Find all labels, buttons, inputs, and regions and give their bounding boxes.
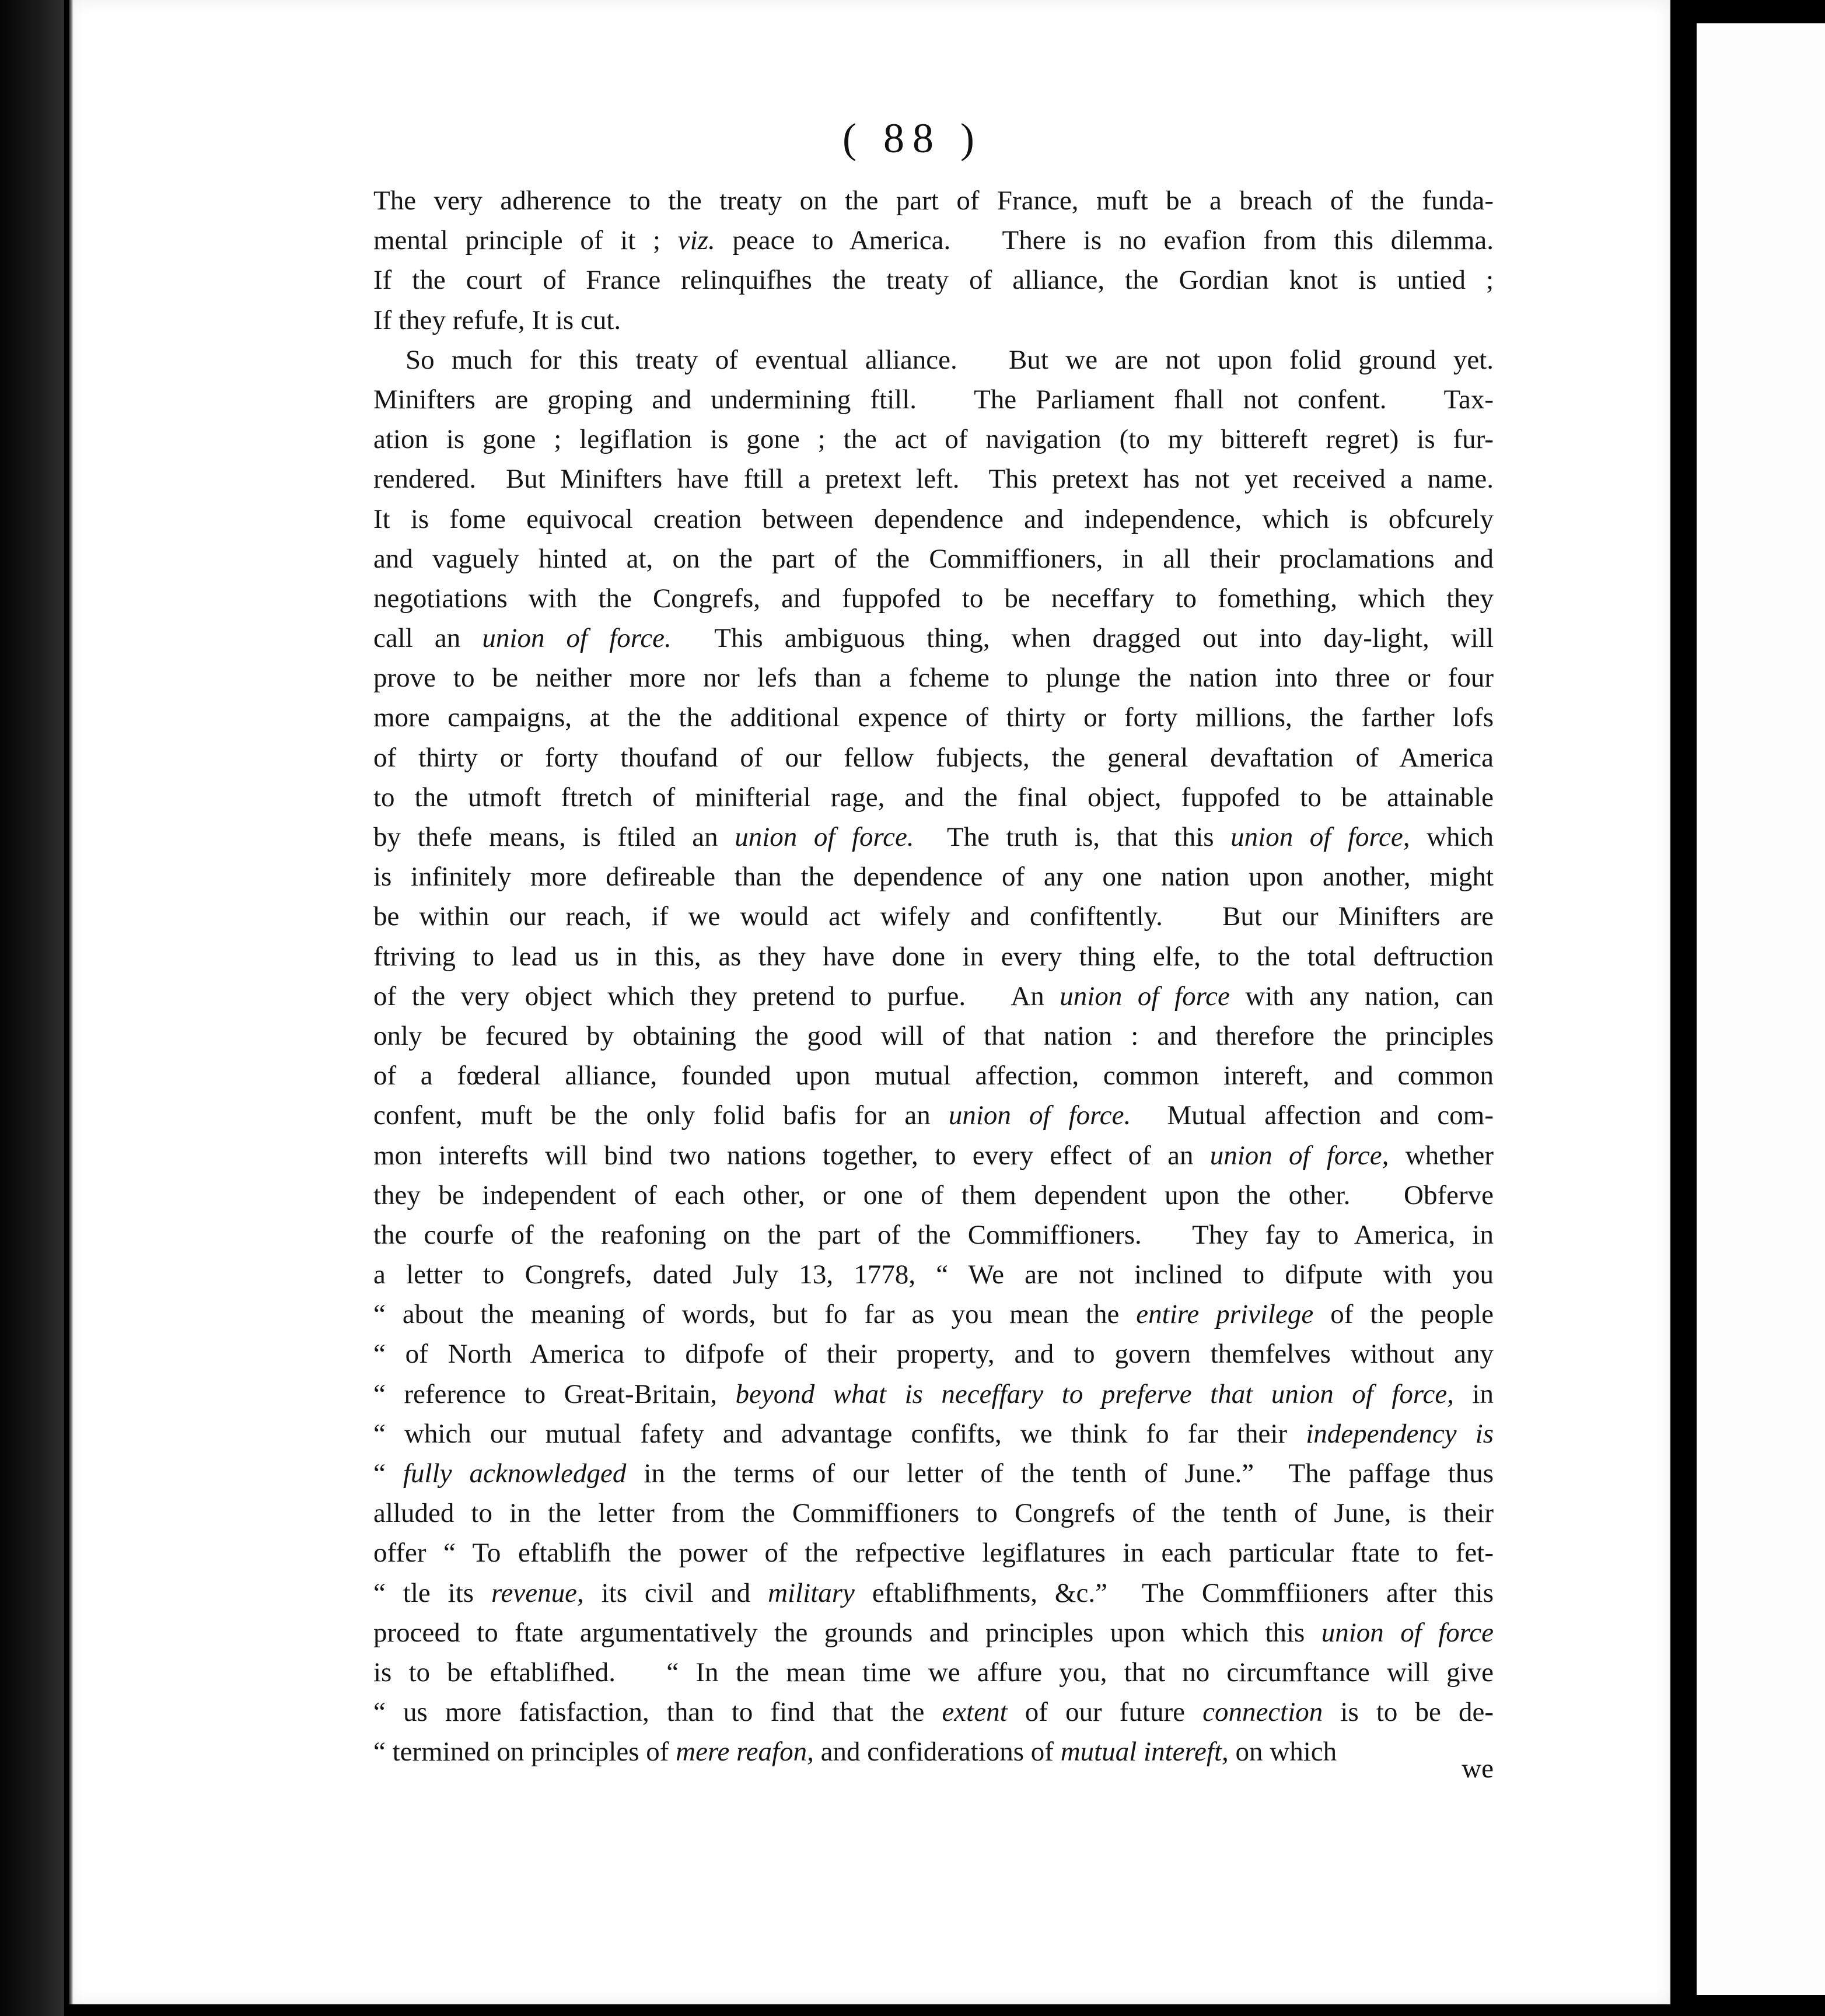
italic-phrase: beyond what is neceffary to preferve that union of force,: [735, 1378, 1454, 1409]
text-line: [373, 817, 1494, 857]
text-line: [373, 738, 1494, 778]
text-line: [373, 658, 1494, 698]
text-line: [373, 857, 1494, 897]
italic-phrase: union of force.: [948, 1100, 1131, 1131]
text-segment: If the court of France relinquifhes the treaty of alliance, the Gordian knot is untied ;: [373, 265, 1494, 296]
text-line: [373, 1334, 1494, 1374]
text-line: [373, 300, 1494, 340]
text-segment: which: [1410, 822, 1494, 852]
text-line: [373, 579, 1494, 618]
italic-phrase: mutual intereft,: [1060, 1737, 1229, 1768]
text-line: [373, 977, 1494, 1016]
text-line: [373, 181, 1494, 220]
text-line: [373, 1653, 1494, 1692]
page-number: ( 88 ): [842, 115, 983, 162]
text-line: [373, 618, 1494, 658]
text-line: [373, 1414, 1494, 1454]
text-segment: proceed to ftate argumentatively the grounds and principles upon which this: [373, 1617, 1321, 1648]
italic-phrase: union of force.: [735, 822, 914, 852]
text-line: [373, 778, 1494, 817]
text-line: [373, 340, 1494, 380]
text-line: [373, 1732, 1494, 1772]
italic-phrase: union of force.: [482, 623, 672, 654]
text-line: [373, 220, 1494, 260]
italic-phrase: independency is: [1306, 1418, 1494, 1449]
facing-page-edge: [1697, 23, 1825, 1995]
text-line: [373, 1613, 1494, 1653]
text-segment: of the very object which they pretend to purfue. An: [373, 981, 1060, 1012]
text-line: [373, 459, 1494, 499]
text-line: [373, 1255, 1494, 1294]
text-line: [373, 897, 1494, 936]
text-segment: of a fœderal alliance, founded upon mutual affection, common intereft, and common: [373, 1060, 1494, 1091]
page-edge: [69, 0, 74, 2004]
italic-phrase: union of force,: [1230, 822, 1410, 852]
italic-phrase: entire privilege: [1136, 1299, 1314, 1330]
italic-phrase: mere reafon,: [676, 1737, 814, 1768]
italic-phrase: fully acknowledged: [403, 1458, 627, 1489]
text-line: [373, 539, 1494, 579]
text-segment: This ambiguous thing, when dragged out into day-light, will: [671, 623, 1494, 654]
text-segment: is to be eftablifhed. “ In the mean time we affure you, that no circumftance will give: [373, 1657, 1494, 1688]
text-line: [373, 1294, 1494, 1334]
text-line: [373, 1175, 1494, 1215]
text-line: [373, 1215, 1494, 1255]
text-segment: “ which our mutual fafety and advantage confifts, we think fo far their: [373, 1418, 1306, 1449]
text-segment: the courfe of the reafoning on the part of the Commiffioners. They fay to America, in: [373, 1219, 1494, 1250]
text-segment: offer “ To eftablifh the power of the refpective legiflatures in each particular ftate to fet-: [373, 1538, 1494, 1569]
text-segment: prove to be neither more nor lefs than a fcheme to plunge the nation into three or four: [373, 663, 1494, 694]
italic-phrase: extent: [942, 1697, 1008, 1728]
text-line: [373, 937, 1494, 977]
text-line: [373, 1573, 1494, 1613]
text-segment: and confiderations of: [813, 1737, 1061, 1768]
italic-phrase: military: [768, 1577, 855, 1608]
text-segment: “: [373, 1458, 403, 1489]
text-line: [373, 380, 1494, 419]
text-line: [373, 1533, 1494, 1573]
text-segment: It is fome equivocal creation between dependence and independence, which is obfcurely: [373, 503, 1494, 534]
text-segment: with any nation, can: [1229, 981, 1494, 1012]
text-segment: The very adherence to the treaty on the part of France, muft be a breach of the funda-: [373, 186, 1494, 216]
text-segment: of the people: [1313, 1299, 1494, 1330]
italic-phrase: union of force: [1060, 981, 1230, 1012]
text-segment: more campaigns, at the the additional expence of thirty or forty millions, the farther lofs: [373, 702, 1494, 733]
text-line: [373, 1374, 1494, 1414]
catchword: we: [1462, 1754, 1494, 1784]
text-segment: they be independent of each other, or one of them dependent upon the other. Obferve: [373, 1180, 1494, 1210]
text-segment: Mutual affection and com-: [1131, 1100, 1494, 1131]
book-spine-shadow: [0, 0, 64, 2016]
text-line: [373, 698, 1494, 737]
text-segment: Minifters are groping and undermining ftill. The Parliament fhall not confent. Tax-: [373, 384, 1494, 415]
text-segment: “ reference to Great-Britain,: [373, 1378, 736, 1409]
text-segment: “ termined on principles of: [373, 1737, 676, 1768]
book-gutter: [1670, 0, 1697, 2016]
text-segment: If they refufe, It is cut.: [373, 304, 621, 335]
text-segment: by thefe means, is ftiled an: [373, 822, 735, 852]
text-segment: to the utmoft ftretch of minifterial rage, and the final object, fuppofed to be attainable: [373, 782, 1494, 813]
text-segment: in the terms of our letter of the tenth of June.” The paffage thus: [626, 1458, 1494, 1489]
text-line: [373, 260, 1494, 300]
text-segment: “ of North America to difpofe of their property, and to govern themfelves without any: [373, 1339, 1494, 1370]
text-segment: peace to America. There is no evafion from this dilemma.: [715, 225, 1494, 256]
text-line: [373, 1056, 1494, 1096]
text-segment: “ about the meaning of words, but fo far as you mean the: [373, 1299, 1137, 1330]
text-line: [373, 1692, 1494, 1732]
text-line: [373, 419, 1494, 459]
italic-phrase: connection: [1202, 1697, 1323, 1728]
text-segment: “ tle its: [373, 1577, 491, 1608]
text-segment: whether: [1389, 1140, 1494, 1171]
text-line: [373, 499, 1494, 539]
italic-phrase: union of force,: [1209, 1140, 1389, 1171]
text-segment: confent, muft be the only folid bafis for an: [373, 1100, 949, 1131]
text-segment: mon interefts will bind two nations together, to every effect of an: [373, 1140, 1210, 1171]
text-segment: in: [1453, 1378, 1494, 1409]
text-line: [373, 1016, 1494, 1056]
text-line: [373, 1096, 1494, 1135]
text-segment: on which: [1228, 1737, 1337, 1768]
text-segment: ation is gone ; legiflation is gone ; the act of navigation (to my bittereft regret) is fur-: [373, 424, 1494, 455]
text-segment: negotiations with the Congrefs, and fuppofed to be neceffary to fomething, which they: [373, 583, 1494, 614]
text-segment: a letter to Congrefs, dated July 13, 1778, “ We are not inclined to difpute with you: [373, 1259, 1494, 1290]
text-segment: of thirty or forty thoufand of our fellow fubjects, the general devaftation of America: [373, 742, 1494, 773]
text-segment: “ us more fatisfaction, than to find that the: [373, 1697, 942, 1728]
italic-phrase: viz.: [677, 225, 715, 256]
text-segment: So much for this treaty of eventual alliance. But we are not upon folid ground yet.: [405, 344, 1494, 375]
text-segment: and vaguely hinted at, on the part of the Commiffioners, in all their proclamations and: [373, 543, 1494, 574]
italic-phrase: revenue,: [491, 1577, 584, 1608]
text-segment: is infinitely more defireable than the dependence of any one nation upon another, might: [373, 862, 1494, 892]
text-segment: its civil and: [583, 1577, 768, 1608]
text-segment: rendered. But Minifters have ftill a pretext left. This pretext has not yet received a name.: [373, 464, 1494, 495]
italic-phrase: union of force: [1321, 1617, 1494, 1648]
text-segment: ftriving to lead us in this, as they have done in every thing elfe, to the total deftruction: [373, 941, 1494, 972]
text-line: [373, 1493, 1494, 1533]
body-text: [373, 181, 1494, 1772]
text-segment: mental principle of it ;: [373, 225, 678, 256]
text-segment: The truth is, that this: [914, 822, 1231, 852]
text-segment: call an: [373, 623, 483, 654]
text-segment: is to be de-: [1323, 1697, 1494, 1728]
text-segment: alluded to in the letter from the Commiffioners to Congrefs of the tenth of June, is their: [373, 1498, 1494, 1529]
text-line: [373, 1454, 1494, 1493]
text-segment: be within our reach, if we would act wifely and confiftently. But our Minifters are: [373, 901, 1494, 932]
text-segment: eftablifhments, &c.” The Commffiioners after this: [854, 1577, 1494, 1608]
text-line: [373, 1136, 1494, 1175]
text-segment: of our future: [1007, 1697, 1203, 1728]
text-segment: only be fecured by obtaining the good will of that nation : and therefore the principles: [373, 1020, 1494, 1051]
